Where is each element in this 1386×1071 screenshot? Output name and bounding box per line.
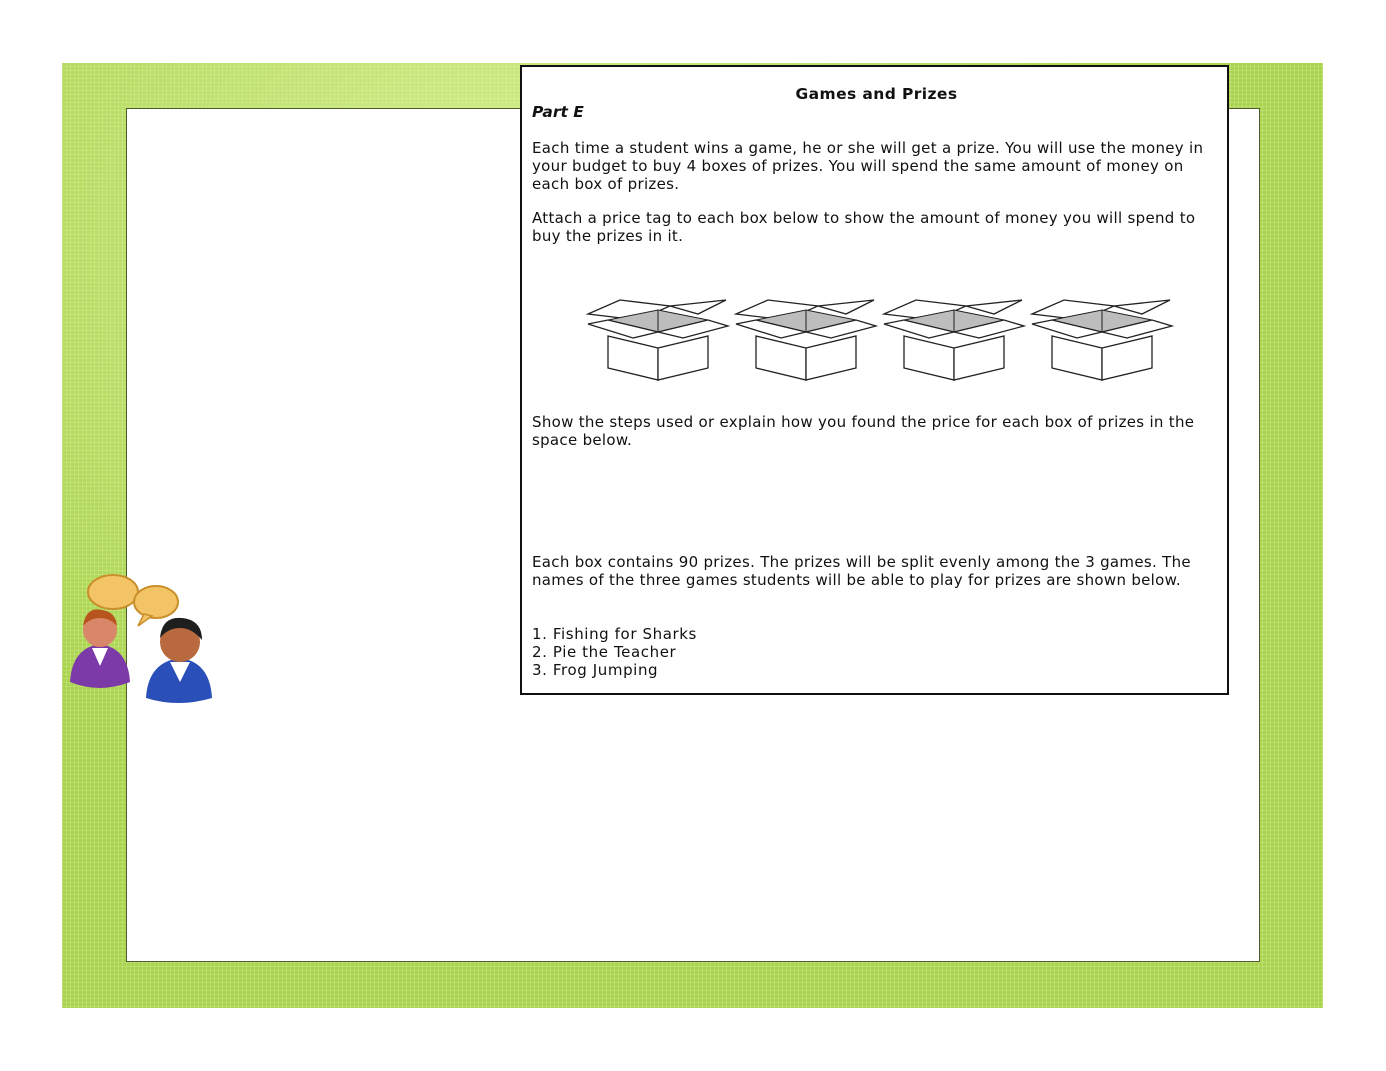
people-talking-icon: [66, 570, 226, 710]
list-item: 1. Fishing for Sharks: [532, 625, 697, 643]
prize-boxes: [582, 292, 1182, 382]
part-label: Part E: [532, 103, 584, 121]
open-box-icon: [736, 300, 876, 380]
games-list: [532, 625, 697, 679]
open-box-icon: [1032, 300, 1172, 380]
list-item: 3. Frog Jumping: [532, 661, 659, 679]
document-box: [520, 65, 1229, 695]
paragraph-intro: Each time a student wins a game, he or she will get a prize. You will use the money in your budget to buy 4 boxes of prizes. You will spend the same amount of money on each box of prizes.: [532, 139, 1204, 193]
document-title: Games and Prizes: [795, 85, 958, 103]
open-box-icon: [884, 300, 1024, 380]
open-box-icon: [588, 300, 728, 380]
list-item: 2. Pie the Teacher: [532, 643, 677, 661]
paragraph-prizes-split: Each box contains 90 prizes. The prizes will be split evenly among the 3 games. The names of the three games students will be able to play for prizes are shown below.: [532, 553, 1191, 589]
paragraph-steps: Show the steps used or explain how you found the price for each box of prizes in the space below.: [532, 413, 1195, 449]
paragraph-price-tag: Attach a price tag to each box below to show the amount of money you will spend to buy the prizes in it.: [532, 209, 1196, 245]
